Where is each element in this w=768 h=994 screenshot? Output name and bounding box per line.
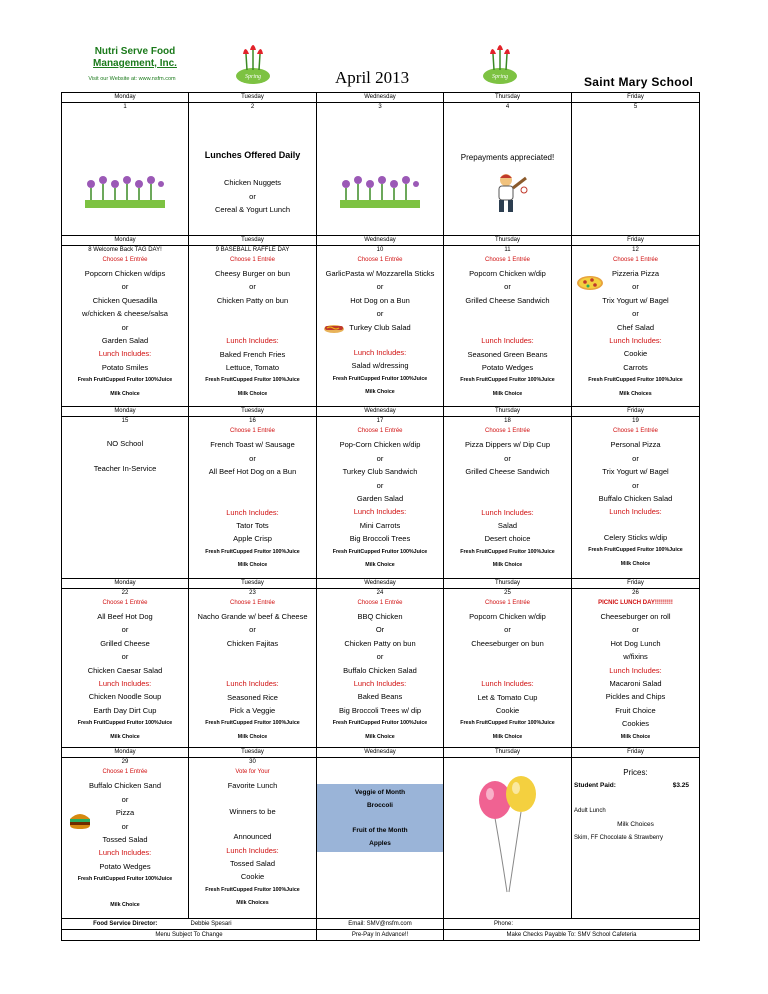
menu-line: or: [376, 652, 384, 662]
milk-line: Milk Choice: [492, 562, 523, 569]
menu-line: Chicken Patty on bun: [216, 295, 289, 305]
menu-line: Buffalo Chicken Sand: [89, 781, 161, 791]
lunch-includes-label: Lunch Includes:: [481, 679, 534, 689]
lunch-includes-label: Lunch Includes:: [98, 848, 152, 858]
choose-entree-label: Choose 1 Entrée: [612, 428, 659, 434]
fruit-of-month: Apples: [369, 840, 391, 847]
menu-line: Popcorn Chicken w/dips: [84, 268, 166, 278]
day-header: Tuesday: [189, 578, 317, 588]
day-cell: [62, 111, 189, 235]
menu-line: or: [121, 652, 129, 662]
date-number: 26: [572, 588, 700, 597]
menu-line: Favorite Lunch: [227, 781, 278, 791]
month-title: April 2013: [335, 68, 410, 87]
day-cell: [189, 766, 317, 918]
date-number: 12: [572, 245, 700, 254]
choose-entree-label: Choose 1 Entrée: [229, 599, 276, 606]
date-number: 23: [189, 588, 317, 597]
menu-line: Potato Wedges: [99, 861, 151, 871]
prices-title: Prices:: [623, 768, 648, 777]
menu-line: or: [376, 309, 384, 319]
day-header: Tuesday: [189, 235, 317, 245]
menu-line: Desert choice: [484, 534, 531, 544]
menu-line: Winners to be: [229, 806, 276, 816]
day-cell: [62, 425, 189, 578]
no-school-label: NO School: [106, 439, 144, 448]
menu-line: w/fixins: [623, 652, 648, 662]
choose-entree-label: Choose 1 Entrée: [229, 428, 276, 434]
veggie-of-month: Broccoli: [366, 802, 393, 809]
day-cell: [317, 425, 444, 578]
lunch-includes-label: Lunch Includes:: [481, 507, 534, 517]
milk-line: Milk Choices: [619, 390, 652, 397]
menu-line: BBQ Chicken: [357, 611, 403, 621]
menu-line: or: [632, 453, 639, 463]
date-number-empty: [444, 758, 572, 767]
milk-line: Milk Choice: [237, 562, 268, 569]
day-header: Monday: [62, 578, 189, 588]
day-header-row: [62, 93, 700, 103]
fruit-line: Fresh FruitCupped Fruitor 100%Juice: [460, 377, 555, 384]
menu-line: Cheeseburger on roll: [600, 611, 671, 621]
day-cell: [444, 425, 572, 578]
day-header: Thursday: [444, 235, 572, 245]
day-header: Monday: [62, 93, 189, 103]
milk-line: Milk Choice: [110, 390, 140, 397]
day-header: Wednesday: [317, 578, 444, 588]
date-number: 10: [317, 245, 444, 254]
lunch-includes-label: Lunch Includes:: [98, 678, 152, 688]
choose-entree-label: Choose 1 Entrée: [102, 599, 148, 606]
day-cell: [572, 111, 700, 235]
day-header: Wednesday: [317, 93, 444, 103]
day-cell: [189, 425, 317, 578]
day-cell: [62, 597, 189, 748]
date-number: 15: [62, 417, 189, 426]
date-number-empty: [317, 758, 444, 767]
lunch-includes-label: Lunch Includes:: [226, 845, 279, 855]
menu-line: Tossed Salad: [229, 859, 276, 869]
menu-line: Announced: [233, 832, 272, 842]
fruit-line: Fresh FruitCupped Fruitor 100%Juice: [77, 377, 173, 384]
milk-line: Milk Choice: [237, 733, 268, 740]
date-number: 1: [62, 103, 189, 112]
menu-line: w/chicken & cheese/salsa: [82, 309, 168, 319]
menu-line: Grilled Cheese Sandwich: [465, 467, 550, 477]
menu-line: Earth Day Dirt Cup: [93, 705, 157, 715]
menu-line: Carrots: [623, 362, 648, 372]
menu-line: Let & Tomato Cup: [477, 692, 538, 702]
company-logo-text: [80, 46, 190, 70]
choose-entree-label: Choose 1 Entrée: [102, 769, 148, 775]
menu-line: Seasoned Green Beans: [467, 349, 548, 359]
date-number: 25: [444, 588, 572, 597]
fruit-line: Fresh FruitCupped Fruitor 100%Juice: [460, 720, 555, 727]
milk-types: Skim, FF Chocolate & Strawberry: [574, 834, 664, 841]
lunch-includes-label: Lunch Includes:: [609, 507, 662, 517]
day-cell: [317, 254, 444, 407]
date-number: 18: [444, 417, 572, 426]
menu-line: French Toast w/ Sausage: [210, 440, 295, 450]
menu-line: or: [249, 453, 256, 463]
menu-line: GarlicPasta w/ Mozzarella Sticks: [325, 268, 435, 278]
header: [0, 0, 768, 95]
date-number: 3: [317, 103, 444, 112]
day-header: Friday: [572, 407, 700, 417]
milk-line: Milk Choice: [492, 733, 523, 740]
fruit-line: Fresh FruitCupped Fruitor 100%Juice: [332, 375, 428, 382]
student-price: $3.25: [672, 782, 689, 790]
menu-line: Or: [375, 625, 385, 635]
flowers-icon: [85, 170, 165, 210]
day-cell: [444, 766, 572, 918]
menu-line: Popcorn Chicken w/dip: [469, 268, 546, 278]
menu-line: Cheeseburger on bun: [471, 638, 544, 648]
choose-entree-label: Choose 1 Entrée: [357, 599, 403, 606]
menu-line: Apple Crisp: [233, 534, 272, 544]
fruit-line: Fresh FruitCupped Fruitor 100%Juice: [205, 377, 300, 384]
menu-line: Big Broccoli Trees: [349, 534, 411, 544]
menu-line: Pop-Corn Chicken w/dip: [339, 440, 421, 450]
choose-entree-label: Choose 1 Entrée: [484, 599, 531, 606]
milk-line: Milk Choice: [365, 389, 395, 396]
menu-line: Garden Salad: [356, 494, 404, 504]
menu-line: Salad: [497, 521, 518, 531]
menu-line: Cookie: [623, 349, 648, 359]
menu-line: or: [249, 282, 256, 292]
menu-line: Tossed Salad: [102, 835, 148, 845]
menu-line: Fruit Choice: [615, 705, 656, 715]
day-header: Thursday: [444, 407, 572, 417]
menu-line: Grilled Cheese Sandwich: [465, 295, 550, 305]
day-cell: [572, 597, 700, 748]
day-header: Wednesday: [317, 235, 444, 245]
featured-box: [317, 784, 443, 852]
student-paid-label: Student Paid:: [574, 782, 616, 790]
lunches-offered-title: Lunches Offered Daily: [204, 150, 301, 160]
day-header: Tuesday: [189, 748, 317, 758]
prices-cell: [572, 766, 700, 918]
school-name: Saint Mary School: [584, 75, 694, 89]
menu-line: Chef Salad: [616, 322, 655, 332]
milk-line: Milk Choice: [492, 390, 523, 397]
day-cell: [572, 425, 700, 578]
milk-choices-label: Milk Choices: [617, 821, 654, 829]
spring-tulips-icon: [480, 40, 520, 86]
lunch-includes-label: Lunch Includes:: [353, 678, 407, 688]
menu-line: Seasoned Rice: [227, 692, 278, 702]
lunch-includes-label: Lunch Includes:: [226, 679, 279, 689]
balloons-icon: [473, 772, 543, 902]
menu-line: Turkey Club Sandwich: [342, 467, 418, 477]
milk-line: Milk Choice: [237, 390, 268, 397]
menu-line: Chicken Patty on bun: [344, 638, 416, 648]
day-header: Wednesday: [317, 748, 444, 758]
menu-line: Grilled Cheese: [100, 638, 150, 648]
menu-line: Chicken Noodle Soup: [88, 692, 162, 702]
menu-line: or: [121, 282, 129, 292]
menu-line: Hot Dog Lunch: [610, 638, 661, 648]
milk-line: Milk Choice: [620, 733, 651, 740]
choose-entree-label: Choose 1 Entrée: [229, 256, 276, 263]
adult-lunch-label: Adult Lunch: [574, 807, 606, 814]
menu-subject-note: Menu Subject To Change: [62, 929, 317, 940]
company-line1: Nutri Serve Food: [94, 46, 176, 57]
day-header: Friday: [572, 93, 700, 103]
picnic-day-label: PICNIC LUNCH DAY!!!!!!!!!: [598, 599, 673, 606]
director-name: Debbie Spesari: [189, 918, 317, 929]
milk-line: Milk Choice: [365, 733, 395, 740]
date-number: 29: [62, 758, 189, 767]
day-cell: [317, 597, 444, 748]
milk-line: Milk Choice: [110, 733, 140, 740]
menu-line: Cereal & Yogurt Lunch: [214, 205, 291, 215]
menu-line: Popcorn Chicken w/dip: [469, 611, 546, 621]
email-link[interactable]: Email: SMV@nsfm.com: [317, 918, 444, 929]
menu-line: Cookie: [240, 872, 265, 882]
day-cell: [189, 254, 317, 407]
menu-line: Pizza: [115, 808, 135, 818]
director-label: Food Service Director:: [62, 918, 189, 929]
menu-line: Big Broccoli Trees w/ dip: [338, 705, 422, 715]
menu-line: Pickles and Chips: [605, 692, 666, 702]
menu-line: Baked Beans: [357, 692, 403, 702]
baseball-player-icon: [488, 172, 528, 214]
date-number: 19: [572, 417, 700, 426]
day-header: Monday: [62, 748, 189, 758]
menu-line: or: [632, 625, 639, 635]
day-header: Friday: [572, 578, 700, 588]
prepay-note: Pre-Pay In Advance!!: [317, 929, 444, 940]
veggie-of-month-label: Veggie of Month: [354, 789, 406, 796]
milk-line: Milk Choice: [620, 560, 651, 567]
day-cell: [317, 766, 444, 918]
company-line2: Management, Inc.: [93, 58, 177, 69]
day-cell: [189, 111, 317, 235]
menu-line: Potato Smiles: [101, 362, 149, 372]
fruit-line: Fresh FruitCupped Fruitor 100%Juice: [205, 548, 300, 555]
vote-label: Vote for Your: [235, 769, 270, 775]
lunch-includes-label: Lunch Includes:: [226, 336, 279, 346]
menu-line: Celery Sticks w/dip: [603, 532, 668, 542]
menu-line: Cheesy Burger on bun: [214, 268, 291, 278]
menu-line: Pick a Veggie: [229, 705, 276, 715]
day-cell: [62, 254, 189, 407]
menu-line: Pizzeria Pizza: [611, 268, 660, 278]
menu-line: or: [504, 625, 511, 635]
menu-line: All Beef Hot Dog on a Bun: [208, 467, 297, 477]
date-number: 17: [317, 417, 444, 426]
fruit-line: Fresh FruitCupped Fruitor 100%Juice: [205, 886, 300, 893]
choose-entree-label: Choose 1 Entrée: [484, 256, 531, 263]
date-number: 8 Welcome Back TAG DAY!: [62, 245, 189, 254]
menu-line: Trix Yogurt w/ Bagel: [602, 295, 669, 305]
menu-line: or: [632, 480, 639, 490]
lunch-includes-label: Lunch Includes:: [481, 336, 534, 346]
menu-line: Buffalo Chicken Salad: [343, 665, 417, 675]
fruit-line: Fresh FruitCupped Fruitor 100%Juice: [77, 876, 173, 883]
prepayment-note: Prepayments appreciated!: [460, 153, 555, 162]
menu-line: Chicken Nuggets: [223, 178, 282, 188]
lunch-includes-label: Lunch Includes:: [98, 349, 152, 359]
day-header: Thursday: [444, 578, 572, 588]
fruit-of-month-label: Fruit of the Month: [352, 827, 408, 834]
website-link[interactable]: Visit our Website at: www.nsfm.com: [88, 76, 176, 82]
phone-value: [572, 918, 700, 929]
day-header: Friday: [572, 748, 700, 758]
day-cell: [444, 111, 572, 235]
date-number-empty: [572, 758, 700, 767]
svg-text:Spring: Spring: [491, 74, 509, 80]
fruit-line: Fresh FruitCupped Fruitor 100%Juice: [588, 377, 683, 384]
menu-line: Personal Pizza: [610, 440, 661, 450]
menu-line: or: [121, 322, 129, 332]
menu-line: Tator Tots: [236, 521, 269, 531]
menu-line: or: [632, 282, 639, 292]
hot-dog-icon: [323, 322, 345, 334]
menu-line: or: [376, 282, 384, 292]
choose-entree-label: Choose 1 Entrée: [612, 256, 659, 263]
day-cell: [189, 597, 317, 748]
lunch-includes-label: Lunch Includes:: [609, 335, 662, 345]
menu-line: Macaroni Salad: [609, 678, 662, 688]
fruit-line: Fresh FruitCupped Fruitor 100%Juice: [332, 720, 428, 727]
date-number: 11: [444, 245, 572, 254]
day-header: Thursday: [444, 748, 572, 758]
fruit-line: Fresh FruitCupped Fruitor 100%Juice: [205, 720, 300, 727]
menu-line: Chicken Caesar Salad: [87, 665, 163, 675]
student-price-row: [572, 779, 699, 792]
date-number: 22: [62, 588, 189, 597]
choose-entree-label: Choose 1 Entrée: [357, 428, 403, 434]
date-number: 2: [189, 103, 317, 112]
menu-line: Chicken Quesadilla: [92, 295, 158, 305]
milk-line: Milk Choice: [365, 562, 395, 569]
flowers-icon: [340, 170, 420, 210]
menu-line: Pizza Dippers w/ Dip Cup: [464, 440, 551, 450]
menu-line: Cookies: [621, 719, 650, 729]
milk-line: Milk Choice: [110, 901, 140, 908]
checks-payable-note: Make Checks Payable To: SMV School Cafeteria: [444, 929, 700, 940]
menu-line: or: [504, 453, 511, 463]
spring-tulips-icon: [233, 40, 273, 86]
menu-line: Salad w/dressing: [351, 361, 409, 371]
day-cell: [444, 597, 572, 748]
fruit-line: Fresh FruitCupped Fruitor 100%Juice: [460, 548, 555, 555]
day-header: Monday: [62, 235, 189, 245]
lunch-includes-label: Lunch Includes:: [609, 665, 662, 675]
day-cell: [572, 254, 700, 407]
menu-line: Turkey Club Salad: [349, 322, 411, 332]
day-header: Wednesday: [317, 407, 444, 417]
date-number: 30: [189, 758, 317, 767]
day-header: Tuesday: [189, 407, 317, 417]
day-header: Monday: [62, 407, 189, 417]
day-cell: [62, 766, 189, 918]
menu-line: or: [249, 625, 256, 635]
menu-line: Lettuce, Tomato: [225, 362, 280, 372]
burger-icon: [68, 810, 92, 830]
date-number: 24: [317, 588, 444, 597]
menu-line: or: [121, 821, 129, 831]
day-header: Friday: [572, 235, 700, 245]
fruit-line: Fresh FruitCupped Fruitor 100%Juice: [332, 548, 428, 555]
phone-label: Phone:: [444, 918, 572, 929]
choose-entree-label: Choose 1 Entrée: [484, 428, 531, 434]
date-number: 16: [189, 417, 317, 426]
svg-text:Spring: Spring: [244, 74, 262, 80]
date-number: 9 BASEBALL RAFFLE DAY: [189, 245, 317, 254]
menu-line: All Beef Hot Dog: [97, 611, 153, 621]
menu-line: or: [632, 309, 639, 319]
lunch-includes-label: Lunch Includes:: [353, 347, 407, 357]
menu-line: Buffalo Chicken Salad: [598, 494, 673, 504]
menu-line: Chicken Fajitas: [226, 638, 279, 648]
menu-line: or: [504, 282, 511, 292]
lunch-includes-label: Lunch Includes:: [353, 507, 407, 517]
teacher-inservice-label: Teacher In-Service: [93, 464, 157, 474]
menu-line: or: [376, 453, 384, 463]
menu-calendar: [61, 92, 700, 941]
menu-line: Cookie: [495, 705, 520, 715]
fruit-line: Fresh FruitCupped Fruitor 100%Juice: [588, 547, 683, 554]
lunch-includes-label: Lunch Includes:: [226, 507, 279, 517]
menu-line: or: [121, 794, 129, 804]
menu-line: Trix Yogurt w/ Bagel: [602, 467, 669, 477]
menu-line: or: [249, 191, 256, 201]
day-cell: [317, 111, 444, 235]
menu-line: Nacho Grande w/ beef & Cheese: [197, 611, 308, 621]
menu-line: Hot Dog on a Bun: [350, 295, 410, 305]
choose-entree-label: Choose 1 Entrée: [102, 256, 148, 263]
day-cell: [444, 254, 572, 407]
menu-line: Mini Carrots: [359, 520, 401, 530]
choose-entree-label: Choose 1 Entrée: [357, 256, 403, 263]
menu-line: Potato Wedges: [481, 362, 534, 372]
day-header: Tuesday: [189, 93, 317, 103]
menu-line: Baked French Fries: [219, 349, 286, 359]
menu-line: or: [121, 625, 129, 635]
date-number: 4: [444, 103, 572, 112]
menu-line: or: [376, 480, 384, 490]
day-header: Thursday: [444, 93, 572, 103]
pizza-icon: [576, 274, 604, 292]
milk-line: Milk Choices: [236, 900, 269, 907]
fruit-line: Fresh FruitCupped Fruitor 100%Juice: [77, 720, 173, 727]
menu-line: Garden Salad: [101, 335, 149, 345]
date-number: 5: [572, 103, 700, 112]
